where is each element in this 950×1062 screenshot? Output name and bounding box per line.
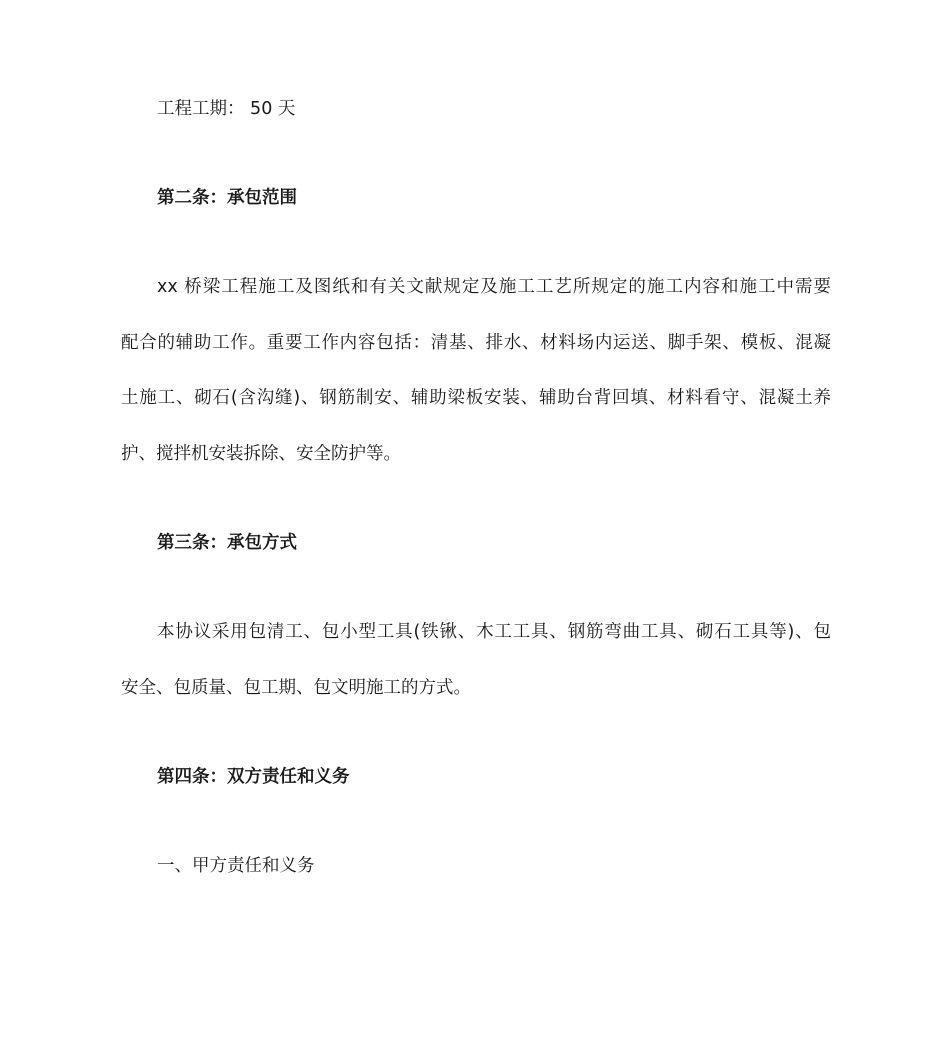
duration-line: 工程工期： 50 天 [157,99,296,119]
article-2-paragraph-line: xx 桥梁工程施工及图纸和有关文献规定及施工工艺所规定的施工内容和施工中需要 [157,277,831,297]
article-2-paragraph-line: 土施工、砌石(含沟缝)、钢筋制安、辅助梁板安装、辅助台背回填、材料看守、混凝土养 [121,388,831,408]
article-4-heading: 第四条：双方责任和义务 [157,767,350,787]
article-3-paragraph-line: 安全、包质量、包工期、包文明施工的方式。 [121,678,471,698]
article-2-paragraph-line: 配合的辅助工作。重要工作内容包括：清基、排水、材料场内运送、脚手架、模板、混凝 [121,333,831,353]
article-3-heading: 第三条：承包方式 [157,533,297,553]
article-2-heading: 第二条：承包范围 [157,188,297,208]
article-2-paragraph-line: 护、搅拌机安装拆除、安全防护等。 [121,444,401,464]
article-4-subheading: 一、甲方责任和义务 [157,856,315,876]
article-3-paragraph-line: 本协议采用包清工、包小型工具(铁锹、木工工具、钢筋弯曲工具、砌石工具等)、包 [157,622,831,642]
